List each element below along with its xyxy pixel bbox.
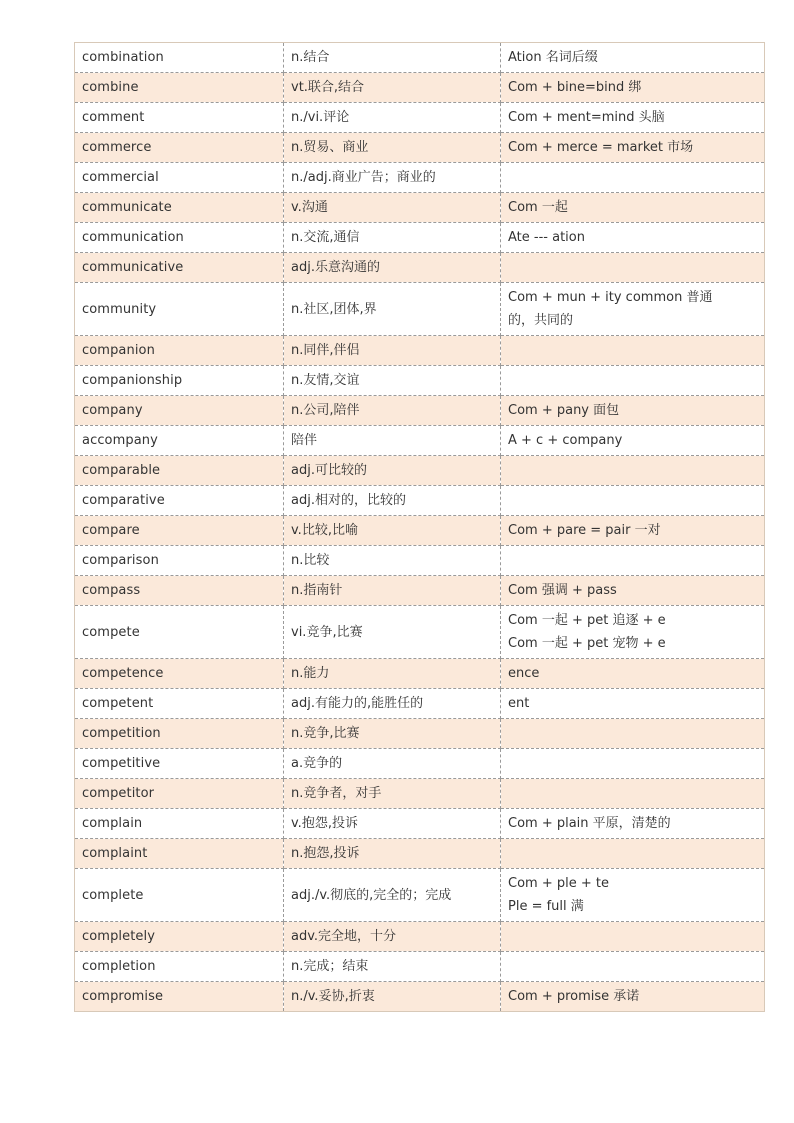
note-cell [501,869,765,922]
word-text: competence [82,666,164,681]
note-text: Com 强调 + pass [508,583,617,598]
meaning-cell [284,486,501,516]
meaning-text: vt.联合,结合 [291,80,365,95]
note-text: Ple = full 满 [508,899,584,914]
table-row [75,103,765,133]
meaning-cell [284,606,501,659]
meaning-text: n.友情,交谊 [291,373,360,388]
note-text: Com + ment=mind 头脑 [508,110,665,125]
meaning-cell [284,839,501,869]
meaning-text: adj.相对的，比较的 [291,493,406,508]
meaning-text: n.指南针 [291,583,343,598]
note-cell [501,779,765,809]
note-cell [501,223,765,253]
meaning-cell [284,163,501,193]
word-text: companionship [82,373,183,388]
meaning-cell [284,952,501,982]
table-row [75,253,765,283]
meaning-cell [284,749,501,779]
meaning-text: n.能力 [291,666,330,681]
meaning-cell [284,426,501,456]
meaning-cell [284,193,501,223]
meaning-text: n.比较 [291,553,330,568]
note-text: Com + pare = pair 一对 [508,523,661,538]
note-cell [501,606,765,659]
word-text: completely [82,929,156,944]
meaning-cell [284,283,501,336]
meaning-cell [284,719,501,749]
table-row [75,922,765,952]
note-cell [501,576,765,606]
word-cell [75,163,284,193]
meaning-cell [284,133,501,163]
meaning-cell [284,922,501,952]
table-row [75,486,765,516]
word-cell [75,689,284,719]
word-text: compass [82,583,141,598]
word-cell [75,576,284,606]
note-text: Ation 名词后缀 [508,50,598,65]
meaning-cell [284,103,501,133]
word-text: completion [82,959,156,974]
meaning-cell [284,689,501,719]
meaning-text: v.抱怨,投诉 [291,816,358,831]
meaning-text: n.公司,陪伴 [291,403,360,418]
word-text: comparable [82,463,161,478]
word-text: communicate [82,200,172,215]
note-text: Com 一起 + pet 宠物 + e [508,636,666,651]
table-row [75,193,765,223]
meaning-cell [284,366,501,396]
word-text: combine [82,80,139,95]
meaning-text: n.竞争,比赛 [291,726,360,741]
note-text: Com + merce = market 市场 [508,140,694,155]
word-text: community [82,301,157,317]
note-cell [501,396,765,426]
meaning-cell [284,576,501,606]
table-row [75,606,765,659]
table-row [75,426,765,456]
note-text: Com + mun + ity common 普通 [508,290,713,305]
meaning-cell [284,659,501,689]
meaning-text: 陪伴 [291,433,318,448]
note-cell [501,486,765,516]
meaning-cell [284,336,501,366]
table-row [75,689,765,719]
table-row [75,283,765,336]
meaning-text: adv.完全地，十分 [291,929,397,944]
table-row [75,869,765,922]
word-cell [75,516,284,546]
word-cell [75,779,284,809]
meaning-cell [284,253,501,283]
note-cell [501,73,765,103]
table-row [75,366,765,396]
meaning-text: n.同伴,伴侣 [291,343,360,358]
meaning-text: n./v.妥协,折衷 [291,989,375,1004]
word-text: competitor [82,786,155,801]
table-row [75,982,765,1012]
table-row [75,719,765,749]
word-text: communication [82,230,184,245]
word-text: commerce [82,140,152,155]
meaning-text: adj./v.彻底的,完全的；完成 [291,887,452,903]
note-cell [501,689,765,719]
meaning-text: n.竞争者，对手 [291,786,382,801]
word-text: competent [82,696,154,711]
table-row [75,809,765,839]
meaning-cell [284,779,501,809]
table-row [75,546,765,576]
table-row [75,749,765,779]
note-cell [501,809,765,839]
note-cell [501,283,765,336]
meaning-text: n.结合 [291,50,330,65]
word-text: comparison [82,553,159,568]
vocabulary-table-body [75,43,765,1012]
word-cell [75,193,284,223]
meaning-text: n.贸易、商业 [291,140,369,155]
note-cell [501,456,765,486]
meaning-cell [284,516,501,546]
word-text: complaint [82,846,148,861]
note-cell [501,749,765,779]
table-row [75,73,765,103]
word-cell [75,253,284,283]
table-row [75,43,765,73]
note-cell [501,659,765,689]
note-cell [501,719,765,749]
note-cell [501,516,765,546]
note-text: Com + pany 面包 [508,403,620,418]
word-cell [75,869,284,922]
meaning-cell [284,396,501,426]
table-row [75,456,765,486]
meaning-text: vi.竞争,比赛 [291,624,363,640]
meaning-text: adj.可比较的 [291,463,367,478]
note-cell [501,133,765,163]
table-row [75,163,765,193]
word-cell [75,486,284,516]
word-cell [75,546,284,576]
meaning-cell [284,456,501,486]
note-cell [501,426,765,456]
word-text: comparative [82,493,165,508]
word-cell [75,922,284,952]
meaning-text: n.交流,通信 [291,230,360,245]
word-cell [75,133,284,163]
note-cell [501,43,765,73]
word-cell [75,606,284,659]
note-text: ent [508,696,530,711]
word-text: compete [82,624,140,640]
table-row [75,839,765,869]
note-text: 的，共同的 [508,313,574,328]
word-cell [75,73,284,103]
note-text: Com + plain 平原，清楚的 [508,816,671,831]
note-text: ence [508,666,540,681]
note-cell [501,952,765,982]
table-row [75,952,765,982]
word-cell [75,659,284,689]
meaning-text: v.沟通 [291,200,328,215]
meaning-text: adj.有能力的,能胜任的 [291,696,424,711]
meaning-text: n.完成；结束 [291,959,369,974]
table-row [75,516,765,546]
table-row [75,576,765,606]
note-cell [501,193,765,223]
note-text: Com + bine=bind 绑 [508,80,642,95]
table-row [75,396,765,426]
vocabulary-table [74,42,765,1012]
note-text: Com 一起 + pet 追逐 + e [508,613,666,628]
note-cell [501,336,765,366]
word-cell [75,839,284,869]
word-cell [75,982,284,1012]
meaning-cell [284,223,501,253]
meaning-text: v.比较,比喻 [291,523,358,538]
meaning-cell [284,546,501,576]
word-cell [75,809,284,839]
note-cell [501,366,765,396]
note-text: A + c + company [508,433,623,448]
meaning-cell [284,43,501,73]
word-text: complete [82,887,144,903]
note-cell [501,546,765,576]
word-cell [75,283,284,336]
note-cell [501,922,765,952]
word-cell [75,366,284,396]
word-cell [75,749,284,779]
table-row [75,223,765,253]
note-cell [501,163,765,193]
word-cell [75,223,284,253]
word-text: company [82,403,143,418]
word-text: combination [82,50,164,65]
word-text: competitive [82,756,161,771]
word-cell [75,456,284,486]
note-cell [501,982,765,1012]
table-row [75,133,765,163]
word-text: companion [82,343,155,358]
meaning-text: n./vi.评论 [291,110,350,125]
word-cell [75,426,284,456]
table-row [75,659,765,689]
meaning-text: n./adj.商业广告；商业的 [291,170,436,185]
note-text: Com 一起 [508,200,568,215]
table-row [75,336,765,366]
meaning-text: n.抱怨,投诉 [291,846,360,861]
word-cell [75,952,284,982]
meaning-cell [284,73,501,103]
meaning-text: a.竞争的 [291,756,343,771]
word-cell [75,103,284,133]
note-text: Ate --- ation [508,230,585,245]
word-cell [75,396,284,426]
word-text: compromise [82,989,164,1004]
note-text: Com + ple + te [508,876,609,891]
meaning-text: n.社区,团体,界 [291,301,377,317]
word-text: compare [82,523,140,538]
note-text: Com + promise 承诺 [508,989,640,1004]
word-text: communicative [82,260,184,275]
word-text: complain [82,816,143,831]
word-cell [75,719,284,749]
note-cell [501,253,765,283]
word-text: competition [82,726,161,741]
meaning-cell [284,869,501,922]
word-cell [75,43,284,73]
note-cell [501,103,765,133]
meaning-text: adj.乐意沟通的 [291,260,380,275]
meaning-cell [284,982,501,1012]
table-row [75,779,765,809]
meaning-cell [284,809,501,839]
word-cell [75,336,284,366]
word-text: commercial [82,170,159,185]
word-text: comment [82,110,145,125]
note-cell [501,839,765,869]
word-text: accompany [82,433,158,448]
